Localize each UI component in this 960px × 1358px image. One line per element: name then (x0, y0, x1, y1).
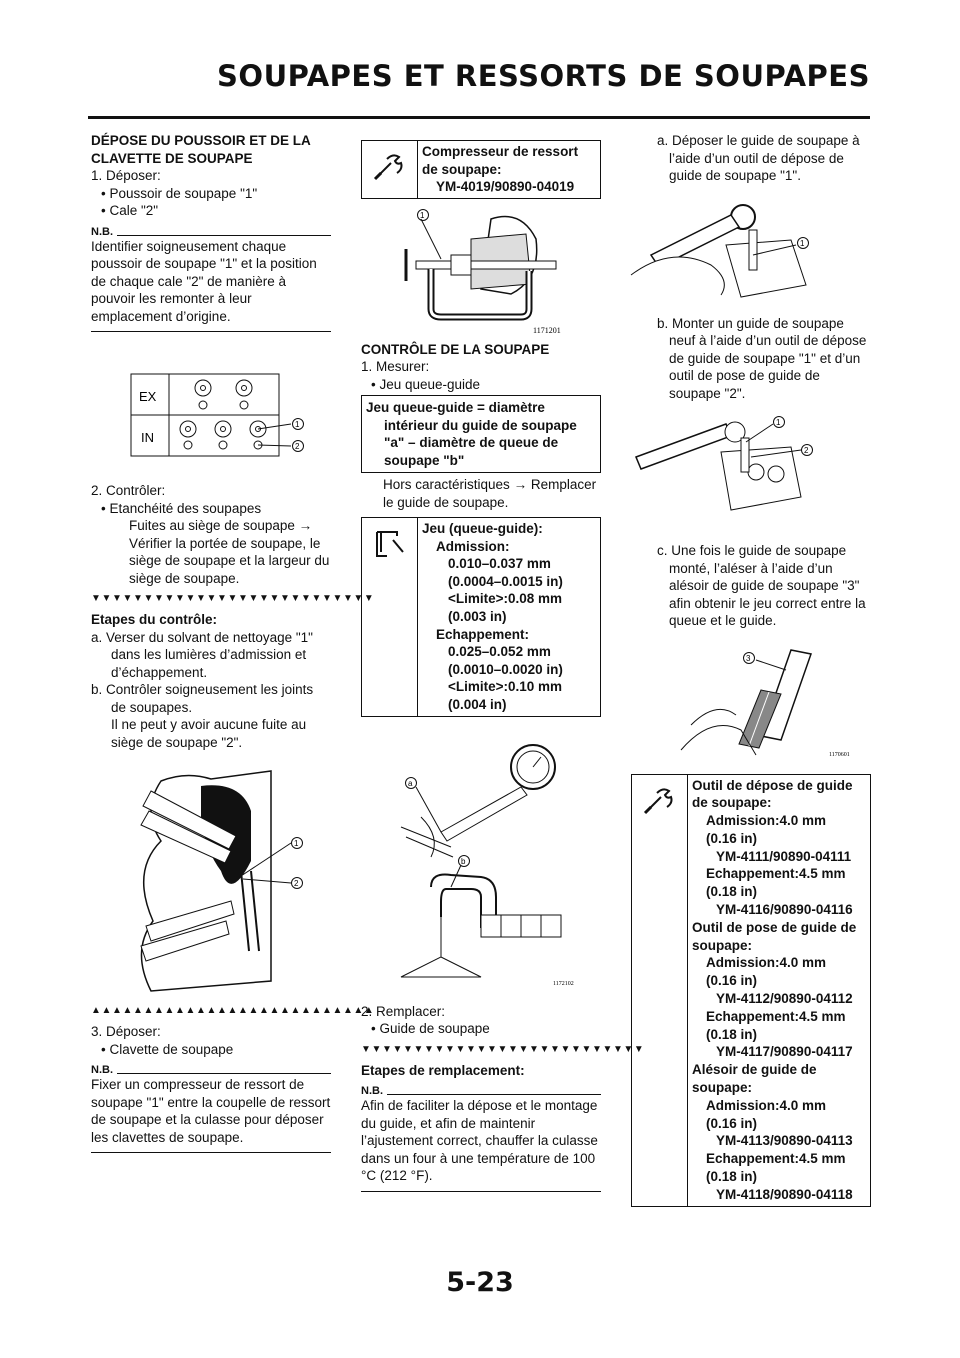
spec-exhaust-value-in: (0.0010–0.0020 in) (448, 661, 563, 677)
tool-reamer-title: Alésoir de guide de soupape: (692, 1062, 817, 1096)
callout-2: 2 (295, 442, 300, 451)
header-rule (88, 116, 870, 119)
step-2: 2. Contrôler: (91, 483, 166, 498)
etapes-heading: Etapes de remplacement: (361, 1062, 525, 1078)
step-1-item-1: • Poussoir de soupape "1" (101, 185, 258, 201)
note-3 (361, 1085, 601, 1192)
step-1-item-2: • Cale "2" (101, 203, 159, 218)
callout-a: a (408, 778, 413, 788)
tool-compressor-title: Compresseur de ressort de soupape: (422, 144, 579, 177)
spec-admission: Admission: (436, 538, 510, 554)
tool-spec: (0.16 in) (706, 830, 758, 846)
tool-code: YM-4118/90890-04118 (716, 1186, 853, 1202)
compressor-illustration (361, 199, 601, 341)
reamer-illustration (631, 630, 871, 772)
callout-1: 1 (294, 839, 299, 848)
step-c: c. Une fois le guide de soupape monté, l’aléser à l’aide d’un alésoir de guide de soupape "3" afin obtenir le jeu correct entre la queue et le guide. (657, 543, 866, 628)
tool-spec: (0.16 in) (706, 1115, 758, 1131)
callout-2: 2 (804, 446, 809, 455)
callout-2: 2 (294, 879, 299, 888)
tool-spec: (0.18 in) (706, 1169, 758, 1185)
figure-reamer (631, 630, 871, 772)
figure-measurement (361, 717, 601, 1003)
section-heading-depose: DÉPOSE DU POUSSOIR ET DE LA CLAVETTE DE SOUPAPE (91, 133, 311, 166)
caliper-icon (373, 526, 407, 560)
spec-admission-value: 0.010–0.037 mm (448, 556, 551, 572)
note-1 (91, 226, 331, 333)
page-header-title: SOUPAPES ET RESSORTS DE SOUPAPES (217, 59, 870, 93)
spec-exhaust: Echappement: (436, 626, 530, 642)
triangle-row-end: ▲▲▲▲▲▲▲▲▲▲▲▲▲▲▲▲▲▲▲▲▲▲▲▲▲▲▲ (91, 1005, 375, 1016)
tool-spec: Admission:4.0 mm (706, 1097, 827, 1113)
figure-leak-test (91, 751, 331, 999)
tool-code: YM-4111/90890-04111 (716, 848, 852, 864)
step-2-item: • Etanchéité des soupapes (101, 500, 262, 516)
callout-1: 1 (776, 418, 781, 427)
shim-layout-diagram (91, 332, 331, 482)
tool-spec: (0.18 in) (706, 884, 758, 900)
step-2-detail: Fuites au siège de soupape → Vérifier la portée de soupape, le siège de soupape et la largeur du siège de soupape. (129, 518, 330, 586)
tool-spec: (0.18 in) (706, 1026, 758, 1042)
section-heading-controle: CONTRÔLE DE LA SOUPAPE (361, 341, 550, 357)
spec-exhaust-limit-in: (0.004 in) (448, 696, 507, 712)
tool-code: YM-4112/90890-04112 (716, 991, 853, 1007)
column-3 (631, 132, 871, 1207)
etapes-heading: Etapes du contrôle: (91, 612, 218, 627)
step-a: a. Déposer le guide de soupape à l’aide d’un outil de dépose de guide de soupape "1". (657, 133, 860, 183)
spec-admission-value-in: (0.0004–0.0015 in) (448, 573, 563, 589)
step-1-item: • Jeu queue-guide (371, 376, 481, 392)
spec-exhaust-limit: <Limite>:0.10 mm (448, 679, 563, 695)
guide-removal-illustration (631, 185, 871, 315)
tool-spec: Admission:4.0 mm (706, 813, 827, 829)
tool-spec: Admission:4.0 mm (706, 955, 827, 971)
tool-spec: Echappement:4.5 mm (706, 1151, 846, 1167)
measurement-illustration (361, 717, 601, 1003)
callout-1: 1 (295, 420, 300, 429)
column-2 (361, 140, 645, 1192)
spec-title: Jeu (queue-guide): (422, 521, 543, 536)
figure-guide-removal (631, 185, 871, 315)
formula-text: Jeu queue-guide = diamètre intérieur du guide de soupape "a" – diamètre de queue de soupape "b" (366, 400, 577, 468)
tool-box-guide-tools (631, 774, 871, 1207)
note-label: N.B. (91, 225, 113, 238)
tool-icon (643, 783, 677, 817)
tool-install-title: Outil de pose de guide de soupape: (692, 919, 857, 953)
step-1: 1. Mesurer: (361, 359, 430, 374)
tool-icon (373, 149, 407, 183)
step-2: 2. Remplacer: (361, 1003, 446, 1019)
step-b: b. Monter un guide de soupape neuf à l’aide d’un outil de dépose de guide de soupape "1" et d’un outil de pose de guide de soupape "2". (657, 315, 867, 401)
tool-spec: Echappement:4.5 mm (706, 1008, 846, 1024)
callout-3: 3 (746, 653, 751, 663)
step-3: 3. Déposer: (91, 1024, 161, 1039)
etape-a: a. Verser du solvant de nettoyage "1" dans les lumières d’admission et d’échappement. (91, 629, 313, 680)
figure-code: 1172102 (553, 980, 574, 987)
figure-guide-install (631, 402, 871, 542)
formula-box (361, 395, 601, 473)
etape-b-detail: Il ne peut y avoir aucune fuite au siège de soupape "2". (111, 717, 307, 750)
tool-code: YM-4113/90890-04113 (716, 1133, 853, 1149)
label-ex: EX (139, 389, 157, 404)
tool-code: YM-4116/90890-04116 (716, 902, 853, 918)
note-label: N.B. (91, 1064, 113, 1076)
leak-test-illustration (91, 751, 331, 999)
callout-1: 1 (800, 238, 805, 248)
callout-1: 1 (420, 210, 425, 220)
note-2 (91, 1064, 331, 1153)
figure-code: 1171201 (533, 325, 561, 335)
spec-exhaust-value: 0.025–0.052 mm (448, 644, 551, 660)
etape-b: b. Contrôler soigneusement les joints de soupapes. (91, 682, 314, 715)
label-in: IN (141, 430, 154, 445)
figure-compressor (361, 199, 601, 341)
column-1 (91, 132, 375, 1153)
tool-compressor-code: YM-4019/90890-04019 (436, 179, 575, 194)
tool-spec: Echappement:4.5 mm (706, 866, 846, 882)
note-label: N.B. (361, 1085, 383, 1098)
note-1-text: Identifier soigneusement chaque poussoir de soupape "1" et la position de chaque cale "2" de manière à pouvoir les remonter à leur emplacement d’origine. (91, 238, 317, 324)
spec-box-clearance (361, 517, 601, 717)
tool-list (688, 775, 870, 1206)
out-of-spec: Hors caractéristiques → Remplacer le guide de soupape. (383, 477, 597, 510)
tool-removal-title: Outil de dépose de guide de soupape: (692, 777, 853, 811)
tool-code: YM-4117/90890-04117 (716, 1044, 853, 1060)
guide-install-illustration (631, 402, 871, 542)
figure-code: 1170601 (829, 751, 850, 758)
spec-admission-limit: <Limite>:0.08 mm (448, 591, 563, 607)
triangle-row-start: ▼▼▼▼▼▼▼▼▼▼▼▼▼▼▼▼▼▼▼▼▼▼▼▼▼▼▼ (361, 1043, 645, 1055)
tool-box-compressor (361, 140, 601, 199)
spec-admission-limit-in: (0.003 in) (448, 608, 507, 624)
callout-b: b (461, 856, 466, 866)
page-number: 5-23 (446, 1267, 514, 1298)
step-1: 1. Déposer: (91, 168, 161, 183)
tool-spec: (0.16 in) (706, 973, 758, 989)
step-2-item: • Guide de soupape (371, 1021, 490, 1037)
triangle-row-start: ▼▼▼▼▼▼▼▼▼▼▼▼▼▼▼▼▼▼▼▼▼▼▼▼▼▼▼ (91, 593, 375, 604)
note-3-text: Afin de faciliter la dépose et le montage du guide, et afin de maintenir l’ajustement correct, chauffer la culasse dans un four à une température de 100 °C (212 °F). (361, 1098, 598, 1184)
figure-shim-layout (91, 332, 331, 482)
step-3-item: • Clavette de soupape (101, 1041, 234, 1057)
note-2-text: Fixer un compresseur de ressort de soupape "1" entre la coupelle de ressort de soupape et la culasse pour déposer les clavettes de soupape. (91, 1077, 331, 1145)
